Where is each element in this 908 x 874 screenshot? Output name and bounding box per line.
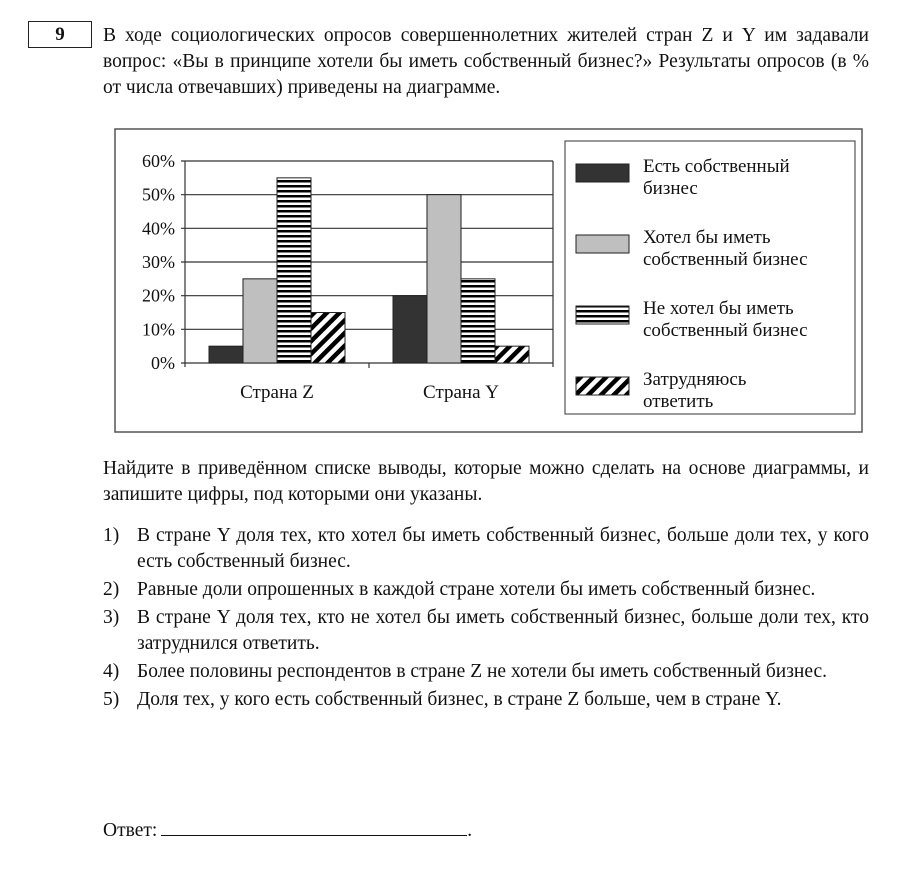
legend-label: Хотел бы иметь (643, 227, 771, 248)
option-number: 5) (103, 689, 120, 710)
legend-swatch (576, 377, 629, 395)
bar-1-3 (277, 178, 311, 363)
option-number: 1) (103, 525, 120, 546)
option-text: Равные доли опрошенных в каждой стране хотели бы иметь собственный бизнес. (137, 579, 816, 600)
bar-1-1 (209, 346, 243, 363)
y-tick-label: 50% (142, 184, 175, 205)
option-5 (103, 687, 869, 713)
bar-2-3 (461, 279, 495, 363)
answer-field[interactable] (103, 817, 472, 842)
y-tick-label: 0% (151, 353, 175, 373)
answer-end: . (467, 820, 473, 841)
y-tick-label: 60% (142, 151, 175, 171)
bar-2-1 (393, 296, 427, 363)
y-tick-label: 30% (142, 252, 175, 272)
option-text: В стране Y доля тех, кто хотел бы иметь собственный бизнес, больше доли тех, у кого есть собственный бизнес. (137, 525, 869, 572)
bar-2-2 (427, 195, 461, 363)
option-4 (103, 659, 869, 685)
legend-label: Не хотел бы иметь (643, 298, 794, 319)
options-list (103, 523, 869, 715)
answer-line[interactable] (161, 817, 467, 836)
option-text: Доля тех, у кого есть собственный бизнес, в стране Z больше, чем в стране Y. (137, 689, 782, 710)
y-tick-label: 10% (142, 319, 175, 340)
option-text: В стране Y доля тех, кто не хотел бы иметь собственный бизнес, больше доли тех, кто затруднился ответить. (137, 607, 869, 654)
option-number: 3) (103, 607, 120, 628)
task-number: 9 (28, 21, 92, 48)
y-tick-label: 40% (142, 218, 175, 239)
option-1 (103, 523, 869, 575)
legend-swatch (576, 235, 629, 253)
answer-label: Ответ: (103, 820, 158, 841)
legend-label: Есть собственный (643, 156, 790, 177)
x-category-label: Страна Y (423, 382, 499, 403)
legend-label: Затрудняюсь (643, 369, 747, 390)
legend-swatch (576, 164, 629, 182)
option-2 (103, 577, 869, 603)
bar-1-2 (243, 279, 277, 363)
option-number: 2) (103, 579, 120, 600)
task-intro: В ходе социологических опросов совершеннолетних жителей стран Z и Y им задавали вопрос: «Вы в принципе хотели бы иметь собственный бизнес?» Результаты опросов (в % от числа отвечавших) приведены на диаграмме. (103, 25, 869, 98)
x-category-label: Страна Z (240, 382, 314, 403)
legend-label: собственный бизнес (643, 249, 808, 270)
option-number: 4) (103, 661, 120, 682)
legend-label: бизнес (643, 178, 698, 199)
option-3 (103, 605, 869, 657)
y-tick-label: 20% (142, 285, 175, 306)
bar-1-4 (311, 313, 345, 364)
legend-label: ответить (643, 391, 714, 412)
bar-2-4 (495, 346, 529, 363)
option-text: Более половины респондентов в стране Z не хотели бы иметь собственный бизнес. (137, 661, 828, 682)
task-instruction: Найдите в приведённом списке выводы, которые можно сделать на основе диаграммы, и запишите цифры, под которыми они указаны. (103, 458, 869, 505)
legend-label: собственный бизнес (643, 320, 808, 341)
legend-swatch (576, 306, 629, 324)
